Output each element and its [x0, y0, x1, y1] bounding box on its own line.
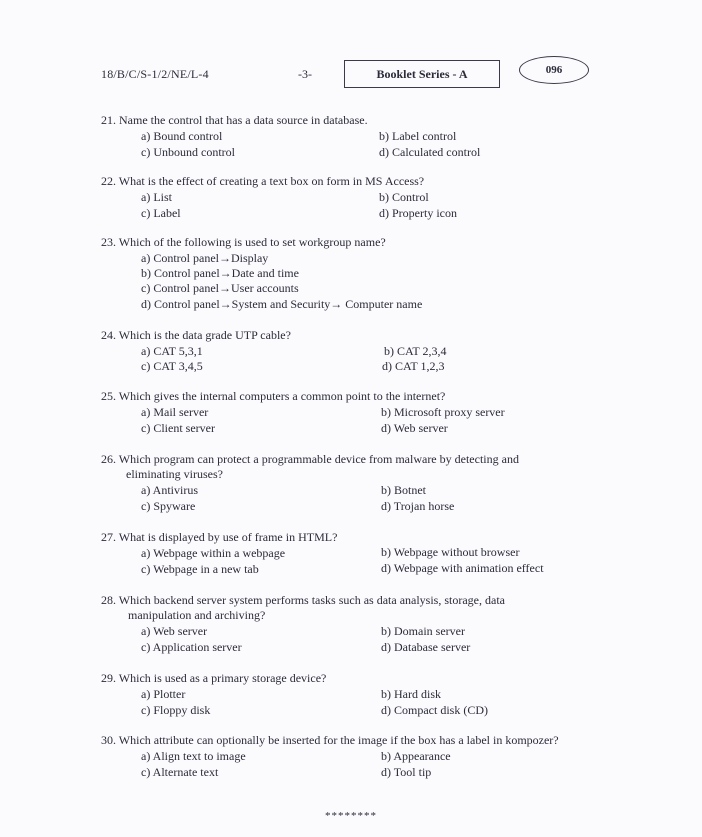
question-stem: 27. What is displayed by use of frame in HTML?: [101, 530, 338, 544]
option-a: a) Plotter: [141, 687, 186, 701]
option-d: d) Compact disk (CD): [381, 703, 488, 717]
option-d: d) Web server: [381, 421, 448, 435]
serial-number: 096: [545, 64, 563, 76]
end-of-page-marker: ********: [325, 810, 377, 822]
page-number: -3-: [298, 67, 312, 81]
paper-code: 18/B/C/S-1/2/NE/L-4: [101, 67, 209, 81]
question-stem-continued: eliminating viruses?: [126, 467, 223, 481]
option-d: d) CAT 1,2,3: [382, 359, 445, 373]
question-stem: 28. Which backend server system performs tasks such as data analysis, storage, data: [101, 593, 505, 607]
option-a: a) Mail server: [141, 405, 209, 419]
option-c: c) Control panel→User accounts: [141, 281, 299, 295]
question-stem-continued: manipulation and archiving?: [128, 608, 266, 622]
option-c: c) Spyware: [141, 499, 196, 513]
option-b: b) Webpage without browser: [381, 545, 520, 559]
option-c: c) CAT 3,4,5: [141, 359, 203, 373]
option-b: b) Control panel→Date and time: [141, 266, 299, 280]
option-a: a) Bound control: [141, 129, 223, 143]
booklet-series-box: [344, 60, 500, 88]
option-a: a) Antivirus: [141, 483, 198, 497]
question-stem: 29. Which is used as a primary storage device?: [101, 671, 327, 685]
question-stem: 26. Which program can protect a programmable device from malware by detecting and: [101, 452, 519, 466]
option-a: a) List: [141, 190, 172, 204]
option-b: b) Microsoft proxy server: [381, 405, 505, 419]
option-d: d) Database server: [381, 640, 471, 654]
option-c: c) Unbound control: [141, 145, 235, 159]
option-c: c) Application server: [141, 640, 242, 654]
option-d: d) Webpage with animation effect: [381, 561, 544, 575]
question-stem: 30. Which attribute can optionally be inserted for the image if the box has a label in kompozer?: [101, 733, 559, 747]
option-a: a) Control panel→Display: [141, 251, 269, 265]
option-a: a) Align text to image: [141, 749, 246, 763]
option-d: d) Trojan horse: [381, 499, 455, 513]
option-a: a) Webpage within a webpage: [141, 546, 286, 560]
booklet-series-label: Booklet Series - A: [376, 66, 468, 81]
option-d: d) Calculated control: [379, 145, 481, 159]
option-b: b) Appearance: [381, 749, 451, 763]
option-b: b) Control: [379, 190, 429, 204]
option-d: d) Tool tip: [381, 765, 432, 779]
option-d: d) Control panel→System and Security→ Computer name: [141, 297, 423, 311]
option-b: b) Botnet: [381, 483, 426, 497]
option-a: a) Web server: [141, 624, 208, 638]
question-stem: 22. What is the effect of creating a text box on form in MS Access?: [101, 174, 425, 188]
option-b: b) Hard disk: [381, 687, 441, 701]
option-b: b) Label control: [379, 129, 457, 143]
question-stem: 21. Name the control that has a data source in database.: [101, 113, 368, 127]
option-b: b) CAT 2,3,4: [384, 344, 447, 358]
option-c: c) Client server: [141, 421, 215, 435]
option-d: d) Property icon: [379, 206, 457, 220]
question-stem: 25. Which gives the internal computers a common point to the internet?: [101, 389, 446, 403]
question-stem: 24. Which is the data grade UTP cable?: [101, 328, 291, 342]
option-c: c) Alternate text: [141, 765, 219, 779]
serial-number-oval: [519, 56, 589, 84]
option-c: c) Webpage in a new tab: [141, 562, 259, 576]
option-b: b) Domain server: [381, 624, 465, 638]
option-c: c) Label: [141, 206, 181, 220]
question-stem: 23. Which of the following is used to set workgroup name?: [101, 235, 386, 249]
option-c: c) Floppy disk: [141, 703, 211, 717]
option-a: a) CAT 5,3,1: [141, 344, 203, 358]
